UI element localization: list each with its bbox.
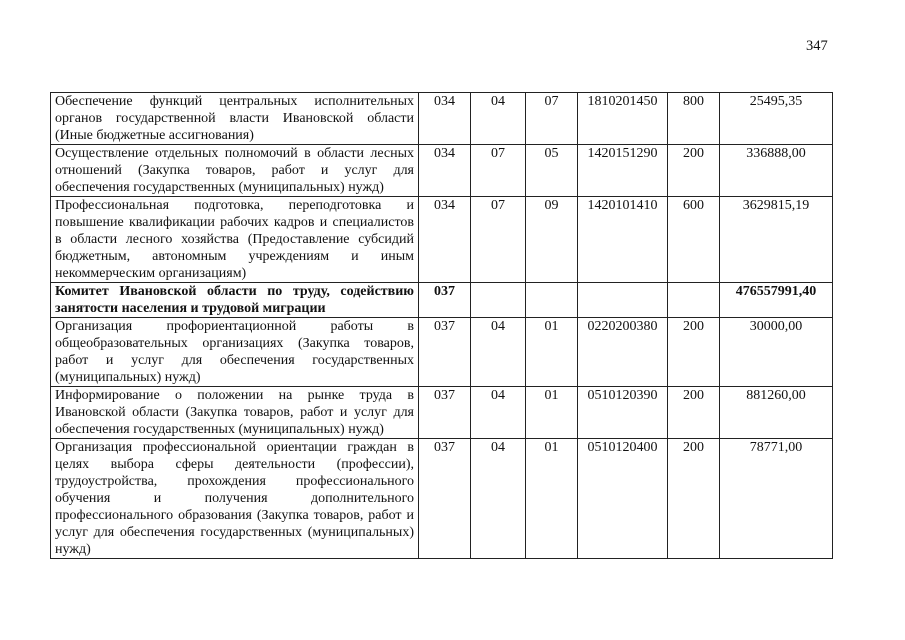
target-article-cell: 0510120400 — [578, 439, 668, 559]
expense-type-cell: 200 — [668, 145, 720, 197]
ministry-code-cell: 037 — [419, 318, 471, 387]
page-number: 347 — [806, 38, 828, 54]
target-article-cell: 1420151290 — [578, 145, 668, 197]
ministry-code-cell: 034 — [419, 197, 471, 283]
ministry-code-cell: 037 — [419, 439, 471, 559]
section-code-cell — [471, 283, 526, 318]
ministry-code-cell: 034 — [419, 93, 471, 145]
amount-cell: 3629815,19 — [720, 197, 833, 283]
ministry-code-cell: 034 — [419, 145, 471, 197]
section-code-cell: 07 — [471, 145, 526, 197]
table-row — [51, 439, 833, 559]
budget-table — [50, 92, 833, 559]
amount-cell: 336888,00 — [720, 145, 833, 197]
target-article-cell: 1810201450 — [578, 93, 668, 145]
section-code-cell: 07 — [471, 197, 526, 283]
description-cell: Организация профессиональной ориентации граждан в целях выбора сферы деятельности (профессии), трудоустройства, прохождения профессионального обучения и получения дополнительного профессионального образования (Закупка товаров, работ и услуг для обеспечения государственных (муниципальных) нужд) — [51, 439, 419, 559]
table-row — [51, 318, 833, 387]
subsection-code-cell: 01 — [526, 439, 578, 559]
description-cell: Комитет Ивановской области по труду, содействию занятости населения и трудовой миграции — [51, 283, 419, 318]
description-cell: Профессиональная подготовка, переподготовка и повышение квалификации рабочих кадров и специалистов в области лесного хозяйства (Предоставление субсидий бюджетным, автономным учреждениям и иным некоммерческим организациям) — [51, 197, 419, 283]
subsection-code-cell: 07 — [526, 93, 578, 145]
target-article-cell — [578, 283, 668, 318]
ministry-code-cell: 037 — [419, 387, 471, 439]
expense-type-cell: 200 — [668, 439, 720, 559]
table-row — [51, 387, 833, 439]
subsection-code-cell: 05 — [526, 145, 578, 197]
table-row — [51, 93, 833, 145]
amount-cell: 476557991,40 — [720, 283, 833, 318]
section-code-cell: 04 — [471, 439, 526, 559]
expense-type-cell: 200 — [668, 387, 720, 439]
section-code-cell: 04 — [471, 93, 526, 145]
ministry-code-cell: 037 — [419, 283, 471, 318]
subsection-code-cell — [526, 283, 578, 318]
target-article-cell: 0220200380 — [578, 318, 668, 387]
expense-type-cell: 600 — [668, 197, 720, 283]
subsection-code-cell: 01 — [526, 387, 578, 439]
amount-cell: 881260,00 — [720, 387, 833, 439]
table-row — [51, 145, 833, 197]
subsection-code-cell: 09 — [526, 197, 578, 283]
description-cell: Обеспечение функций центральных исполнительных органов государственной власти Ивановской области (Иные бюджетные ассигнования) — [51, 93, 419, 145]
target-article-cell: 1420101410 — [578, 197, 668, 283]
description-cell: Информирование о положении на рынке труда в Ивановской области (Закупка товаров, работ и услуг для обеспечения государственных (муниципальных) нужд) — [51, 387, 419, 439]
target-article-cell: 0510120390 — [578, 387, 668, 439]
expense-type-cell: 200 — [668, 318, 720, 387]
expense-type-cell: 800 — [668, 93, 720, 145]
description-cell: Организация профориентационной работы в общеобразовательных организациях (Закупка товаров, работ и услуг для обеспечения государственных (муниципальных) нужд) — [51, 318, 419, 387]
table-row — [51, 197, 833, 283]
amount-cell: 78771,00 — [720, 439, 833, 559]
section-code-cell: 04 — [471, 387, 526, 439]
expense-type-cell — [668, 283, 720, 318]
table-row — [51, 283, 833, 318]
subsection-code-cell: 01 — [526, 318, 578, 387]
amount-cell: 30000,00 — [720, 318, 833, 387]
amount-cell: 25495,35 — [720, 93, 833, 145]
description-cell: Осуществление отдельных полномочий в области лесных отношений (Закупка товаров, работ и услуг для обеспечения государственных (муниципальных) нужд) — [51, 145, 419, 197]
section-code-cell: 04 — [471, 318, 526, 387]
